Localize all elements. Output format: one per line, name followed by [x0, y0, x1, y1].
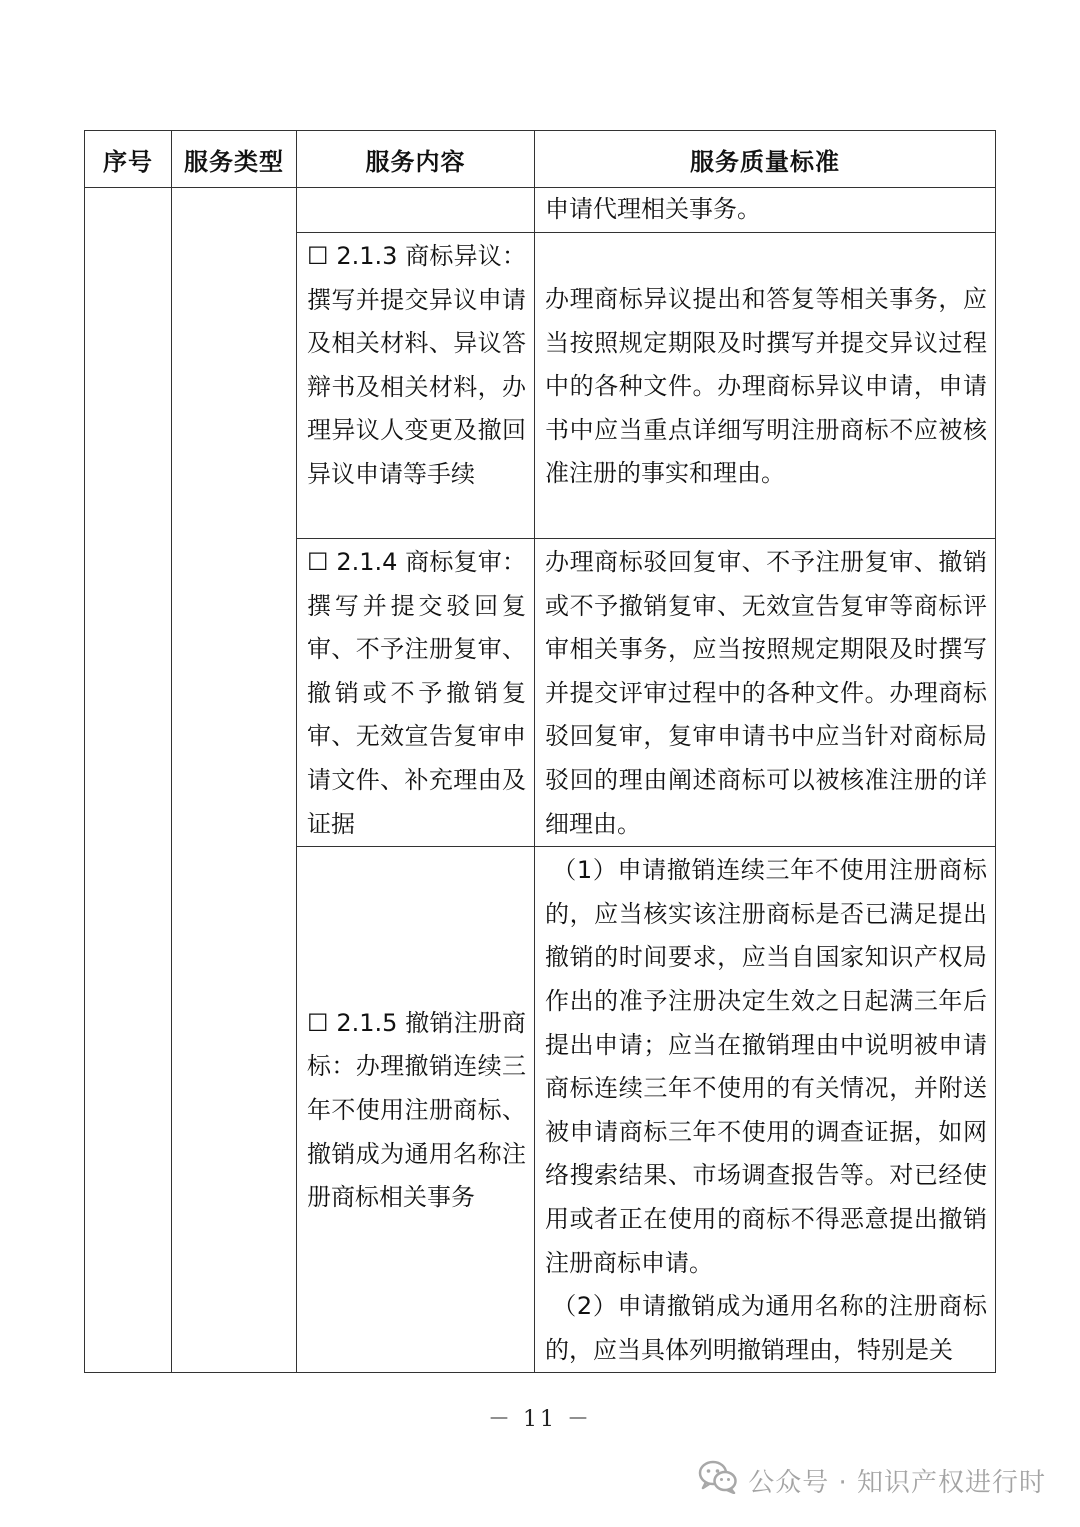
content-cell: [297, 847, 535, 1373]
service-type-cell: [172, 188, 297, 1373]
content-cell: [297, 188, 535, 233]
table-header-row: [85, 131, 996, 188]
header-quality-standard: 服务质量标准: [535, 131, 996, 188]
content-text: [297, 188, 534, 190]
header-service-type: 服务类型: [172, 131, 297, 188]
standard-paragraph-2: （2）申请撤销成为通用名称的注册商标的，应当具体列明撤销理由，特别是关: [545, 1292, 987, 1364]
service-standard-table: [84, 130, 996, 1373]
standard-cell: [535, 233, 996, 539]
standard-cell: [535, 188, 996, 233]
header-service-content: 服务内容: [297, 131, 535, 188]
serial-cell: [85, 188, 172, 1373]
content-text: ☐ 2.1.3 商标异议：撰写并提交异议申请及相关材料、异议答辩书及相关材料，办理异议人变更及撤回异议申请等手续: [307, 242, 526, 488]
standard-paragraph-1: （1）申请撤销连续三年不使用注册商标的，应当核实该注册商标是否已满足提出撤销的时间要求，应当自国家知识产权局作出的准予注册决定生效之日起满三年后提出申请；应当在撤销理由中说明被申请商标连续三年不使用的有关情况，并附送被申请商标三年不使用的调查证据，如网络搜索结果、市场调查报告等。对已经使用或者正在使用的商标不得恶意提出撤销注册商标申请。: [545, 856, 987, 1277]
standard-text: 办理商标驳回复审、不予注册复审、撤销或不予撤销复审、无效宣告复审等商标评审相关事务，应当按照规定期限及时撰写并提交评审过程中的各种文件。办理商标驳回复审，复审申请书中应当针对商标局驳回的理由阐述商标可以被核准注册的详细理由。: [545, 548, 987, 838]
content-cell: [297, 539, 535, 847]
page-number: － 11 －: [488, 1407, 592, 1432]
content-text: ☐ 2.1.4 商标复审：撰写并提交驳回复审、不予注册复审、撤销或不予撤销复审、无效宣告复审申请文件、补充理由及证据: [307, 548, 526, 838]
standard-text: 申请代理相关事务。: [545, 195, 761, 223]
standard-cell: [535, 847, 996, 1373]
content-cell: [297, 233, 535, 539]
content-text: ☐ 2.1.5 撤销注册商标：办理撤销连续三年不使用注册商标、撤销成为通用名称注册商标相关事务: [307, 1008, 526, 1212]
standard-text: 办理商标异议提出和答复等相关事务，应当按照规定期限及时撰写并提交异议过程中的各种文件。办理商标异议申请，申请书中应当重点详细写明注册商标不应被核准注册的事实和理由。: [545, 285, 987, 488]
watermark: [698, 1460, 1046, 1501]
table-row: [85, 188, 996, 233]
header-serial: 序号: [85, 131, 172, 188]
wechat-icon: [698, 1460, 738, 1501]
standard-cell: [535, 539, 996, 847]
watermark-text: 公众号 · 知识产权进行时: [748, 1468, 1046, 1498]
